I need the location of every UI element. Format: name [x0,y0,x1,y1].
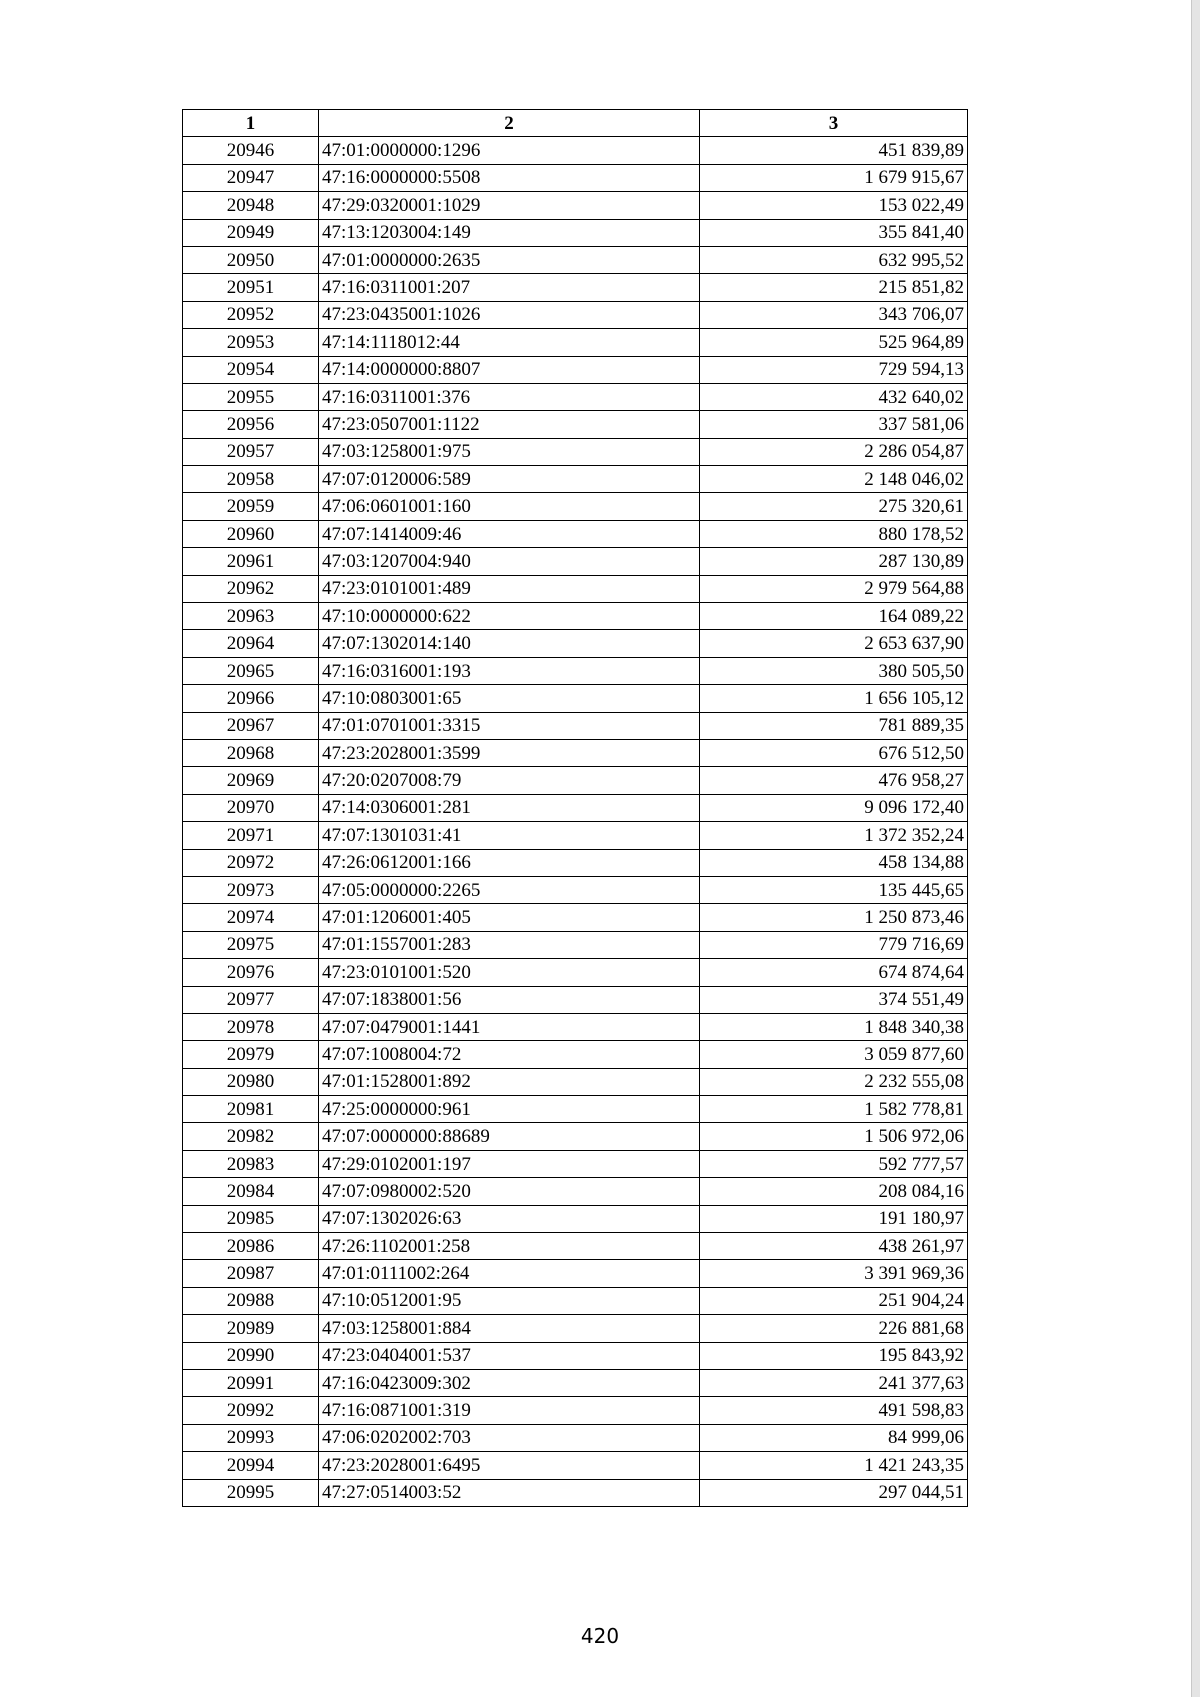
cadastral-value: 135 445,65 [700,876,968,903]
row-number: 20986 [183,1233,319,1260]
cadastral-number: 47:01:0000000:1296 [319,137,700,164]
cadastral-number: 47:13:1203004:149 [319,219,700,246]
row-number: 20947 [183,164,319,191]
cadastral-value: 491 598,83 [700,1397,968,1424]
cadastral-value: 164 089,22 [700,603,968,630]
page-edge [1191,0,1200,1697]
table-row [183,931,968,958]
cadastral-value: 3 391 969,36 [700,1260,968,1287]
cadastral-number: 47:23:2028001:6495 [319,1452,700,1479]
row-number: 20946 [183,137,319,164]
row-number: 20954 [183,356,319,383]
table-body [183,137,968,1507]
row-number: 20974 [183,904,319,931]
row-number: 20975 [183,931,319,958]
table-row [183,1013,968,1040]
table-row [183,1369,968,1396]
row-number: 20989 [183,1315,319,1342]
table-row [183,1123,968,1150]
cadastral-value: 380 505,50 [700,657,968,684]
table-row [183,137,968,164]
table-row [183,1315,968,1342]
table-row [183,438,968,465]
cadastral-number: 47:01:1206001:405 [319,904,700,931]
cadastral-number: 47:16:0871001:319 [319,1397,700,1424]
cadastral-value: 1 679 915,67 [700,164,968,191]
cadastral-number: 47:03:1207004:940 [319,548,700,575]
row-number: 20952 [183,301,319,328]
table-row [183,575,968,602]
cadastral-number: 47:07:0120006:589 [319,466,700,493]
row-number: 20990 [183,1342,319,1369]
cadastral-number: 47:07:0000000:88689 [319,1123,700,1150]
row-number: 20966 [183,685,319,712]
table-row [183,493,968,520]
row-number: 20962 [183,575,319,602]
row-number: 20949 [183,219,319,246]
cadastral-value: 2 232 555,08 [700,1068,968,1095]
row-number: 20964 [183,630,319,657]
row-number: 20968 [183,739,319,766]
cadastral-value: 458 134,88 [700,849,968,876]
table-row [183,1397,968,1424]
cadastral-value: 1 421 243,35 [700,1452,968,1479]
cadastral-number: 47:07:1302026:63 [319,1205,700,1232]
cadastral-value: 355 841,40 [700,219,968,246]
cadastral-number: 47:16:0311001:207 [319,274,700,301]
table-header-row [183,110,968,137]
cadastral-value: 451 839,89 [700,137,968,164]
table-row [183,767,968,794]
cadastral-value: 297 044,51 [700,1479,968,1506]
row-number: 20979 [183,1041,319,1068]
cadastral-number: 47:16:0316001:193 [319,657,700,684]
row-number: 20973 [183,876,319,903]
cadastral-number: 47:01:0000000:2635 [319,246,700,273]
row-number: 20950 [183,246,319,273]
cadastral-number: 47:14:0306001:281 [319,794,700,821]
cadastral-table [182,109,968,1507]
table-row [183,1233,968,1260]
cadastral-number: 47:06:0601001:160 [319,493,700,520]
cadastral-value: 779 716,69 [700,931,968,958]
table-row [183,1178,968,1205]
cadastral-number: 47:01:0701001:3315 [319,712,700,739]
cadastral-value: 729 594,13 [700,356,968,383]
table-row [183,657,968,684]
row-number: 20980 [183,1068,319,1095]
table-row [183,1260,968,1287]
page-number: 420 [580,1624,620,1648]
row-number: 20948 [183,192,319,219]
table-row [183,383,968,410]
cadastral-value: 880 178,52 [700,520,968,547]
cadastral-number: 47:23:2028001:3599 [319,739,700,766]
cadastral-number: 47:16:0423009:302 [319,1369,700,1396]
cadastral-number: 47:07:1008004:72 [319,1041,700,1068]
row-number: 20978 [183,1013,319,1040]
table-row [183,329,968,356]
cadastral-number: 47:07:1414009:46 [319,520,700,547]
cadastral-number: 47:26:0612001:166 [319,849,700,876]
row-number: 20965 [183,657,319,684]
column-header-2: 2 [319,110,700,137]
table-row [183,849,968,876]
cadastral-number: 47:03:1258001:975 [319,438,700,465]
table-row [183,1452,968,1479]
row-number: 20972 [183,849,319,876]
cadastral-number: 47:23:0404001:537 [319,1342,700,1369]
column-header-1: 1 [183,110,319,137]
cadastral-number: 47:05:0000000:2265 [319,876,700,903]
cadastral-number: 47:07:0479001:1441 [319,1013,700,1040]
cadastral-number: 47:23:0435001:1026 [319,301,700,328]
table-row [183,1068,968,1095]
cadastral-value: 781 889,35 [700,712,968,739]
cadastral-value: 1 506 972,06 [700,1123,968,1150]
cadastral-value: 215 851,82 [700,274,968,301]
column-header-3: 3 [700,110,968,137]
row-number: 20958 [183,466,319,493]
row-number: 20992 [183,1397,319,1424]
table-row [183,876,968,903]
cadastral-value: 84 999,06 [700,1424,968,1451]
cadastral-number: 47:07:1302014:140 [319,630,700,657]
row-number: 20956 [183,411,319,438]
row-number: 20993 [183,1424,319,1451]
cadastral-value: 374 551,49 [700,986,968,1013]
table-row [183,904,968,931]
cadastral-number: 47:23:0101001:489 [319,575,700,602]
table-row [183,466,968,493]
row-number: 20984 [183,1178,319,1205]
table-row [183,1424,968,1451]
row-number: 20970 [183,794,319,821]
cadastral-number: 47:01:1557001:283 [319,931,700,958]
cadastral-value: 3 059 877,60 [700,1041,968,1068]
cadastral-value: 1 250 873,46 [700,904,968,931]
table-row [183,301,968,328]
table-row [183,520,968,547]
table-row [183,794,968,821]
table-row [183,548,968,575]
cadastral-number: 47:06:0202002:703 [319,1424,700,1451]
cadastral-number: 47:07:0980002:520 [319,1178,700,1205]
cadastral-number: 47:10:0000000:622 [319,603,700,630]
cadastral-number: 47:01:0111002:264 [319,1260,700,1287]
cadastral-value: 1 848 340,38 [700,1013,968,1040]
cadastral-number: 47:14:0000000:8807 [319,356,700,383]
cadastral-number: 47:16:0000000:5508 [319,164,700,191]
cadastral-number: 47:23:0101001:520 [319,959,700,986]
row-number: 20994 [183,1452,319,1479]
cadastral-value: 287 130,89 [700,548,968,575]
cadastral-value: 1 582 778,81 [700,1096,968,1123]
table-row [183,1205,968,1232]
cadastral-number: 47:27:0514003:52 [319,1479,700,1506]
cadastral-value: 525 964,89 [700,329,968,356]
cadastral-value: 674 874,64 [700,959,968,986]
row-number: 20961 [183,548,319,575]
cadastral-value: 2 979 564,88 [700,575,968,602]
row-number: 20995 [183,1479,319,1506]
cadastral-value: 1 656 105,12 [700,685,968,712]
cadastral-number: 47:03:1258001:884 [319,1315,700,1342]
cadastral-number: 47:25:0000000:961 [319,1096,700,1123]
cadastral-number: 47:16:0311001:376 [319,383,700,410]
cadastral-value: 343 706,07 [700,301,968,328]
row-number: 20976 [183,959,319,986]
cadastral-number: 47:01:1528001:892 [319,1068,700,1095]
table-row [183,356,968,383]
cadastral-value: 2 148 046,02 [700,466,968,493]
table-row [183,1041,968,1068]
table-row [183,739,968,766]
cadastral-value: 592 777,57 [700,1150,968,1177]
table-row [183,1150,968,1177]
row-number: 20982 [183,1123,319,1150]
row-number: 20963 [183,603,319,630]
table-row [183,1479,968,1506]
table-row [183,164,968,191]
table-row [183,246,968,273]
cadastral-number: 47:29:0102001:197 [319,1150,700,1177]
cadastral-value: 676 512,50 [700,739,968,766]
cadastral-value: 476 958,27 [700,767,968,794]
cadastral-number: 47:07:1301031:41 [319,822,700,849]
cadastral-value: 275 320,61 [700,493,968,520]
cadastral-value: 251 904,24 [700,1287,968,1314]
row-number: 20953 [183,329,319,356]
table-row [183,630,968,657]
cadastral-number: 47:10:0512001:95 [319,1287,700,1314]
cadastral-number: 47:14:1118012:44 [319,329,700,356]
cadastral-value: 438 261,97 [700,1233,968,1260]
row-number: 20959 [183,493,319,520]
table-row [183,274,968,301]
row-number: 20985 [183,1205,319,1232]
cadastral-number: 47:10:0803001:65 [319,685,700,712]
cadastral-value: 208 084,16 [700,1178,968,1205]
table-row [183,712,968,739]
row-number: 20971 [183,822,319,849]
cadastral-number: 47:07:1838001:56 [319,986,700,1013]
cadastral-value: 2 653 637,90 [700,630,968,657]
cadastral-number: 47:26:1102001:258 [319,1233,700,1260]
table-row [183,1342,968,1369]
table-row [183,219,968,246]
table-row [183,822,968,849]
row-number: 20991 [183,1369,319,1396]
table-row [183,1287,968,1314]
row-number: 20960 [183,520,319,547]
cadastral-value: 195 843,92 [700,1342,968,1369]
table-row [183,192,968,219]
row-number: 20951 [183,274,319,301]
cadastral-value: 632 995,52 [700,246,968,273]
row-number: 20977 [183,986,319,1013]
table-row [183,986,968,1013]
cadastral-value: 9 096 172,40 [700,794,968,821]
table-row [183,603,968,630]
table-row [183,411,968,438]
cadastral-number: 47:20:0207008:79 [319,767,700,794]
row-number: 20955 [183,383,319,410]
row-number: 20969 [183,767,319,794]
row-number: 20967 [183,712,319,739]
cadastral-number: 47:23:0507001:1122 [319,411,700,438]
table-row [183,685,968,712]
cadastral-value: 2 286 054,87 [700,438,968,465]
cadastral-value: 153 022,49 [700,192,968,219]
row-number: 20988 [183,1287,319,1314]
cadastral-value: 337 581,06 [700,411,968,438]
table-row [183,959,968,986]
cadastral-value: 1 372 352,24 [700,822,968,849]
cadastral-value: 432 640,02 [700,383,968,410]
cadastral-value: 226 881,68 [700,1315,968,1342]
row-number: 20957 [183,438,319,465]
cadastral-value: 191 180,97 [700,1205,968,1232]
cadastral-value: 241 377,63 [700,1369,968,1396]
row-number: 20981 [183,1096,319,1123]
row-number: 20987 [183,1260,319,1287]
row-number: 20983 [183,1150,319,1177]
cadastral-number: 47:29:0320001:1029 [319,192,700,219]
table-row [183,1096,968,1123]
